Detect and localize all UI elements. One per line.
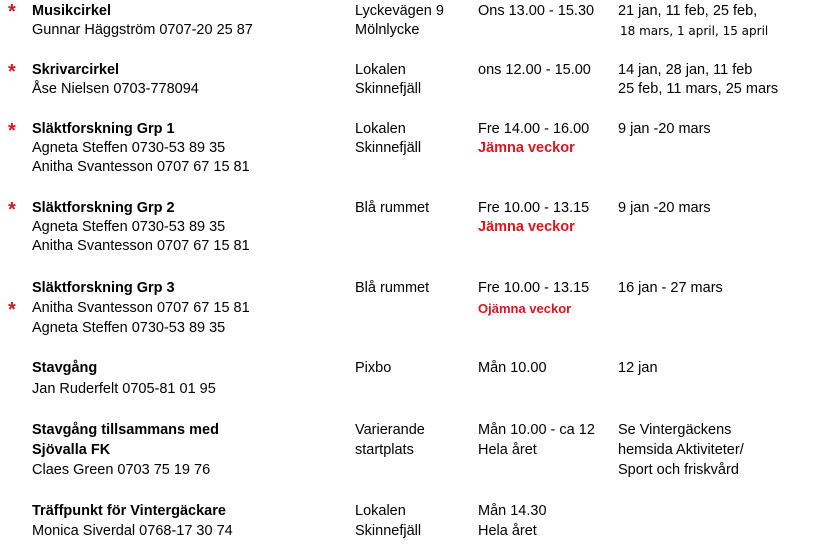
contact-line: Agneta Steffen 0730-53 89 35 — [32, 140, 226, 156]
dates-line: 9 jan -20 mars — [618, 121, 711, 137]
marker-asterisk: * — [8, 199, 16, 221]
dates-line: 18 mars, 1 april, 15 april — [620, 24, 769, 38]
contact-line: Agneta Steffen 0730-53 89 35 — [32, 219, 226, 235]
activity-name: Släktforskning Grp 3 — [32, 280, 175, 296]
place-line: startplats — [355, 442, 414, 458]
time-line: Hela året — [478, 523, 537, 539]
dates-line: 25 feb, 11 mars, 25 mars — [618, 81, 779, 97]
contact-line: Jan Ruderfelt 0705-81 01 95 — [32, 381, 216, 397]
place-line: Skinnefjäll — [355, 140, 422, 156]
contact-line: Anitha Svantesson 0707 67 15 81 — [32, 159, 250, 175]
time-line: Mån 10.00 - ca 12 — [478, 422, 595, 438]
dates-line: 16 jan - 27 mars — [618, 280, 723, 296]
contact-line: Anitha Svantesson 0707 67 15 81 — [32, 238, 250, 254]
time-line: Ons 13.00 - 15.30 — [478, 3, 595, 19]
time-line: Fre 10.00 - 13.15 — [478, 200, 590, 216]
place-line: Skinnefjäll — [355, 81, 422, 97]
marker-asterisk: * — [8, 61, 16, 83]
place-line: Pixbo — [355, 360, 392, 376]
dates-line: Se Vintergäckens — [618, 422, 732, 438]
dates-line: Sport och friskvård — [618, 462, 739, 478]
place-line: Lokalen — [355, 62, 406, 78]
activity-name: Släktforskning Grp 1 — [32, 121, 175, 137]
place-line: Varierande — [355, 422, 425, 438]
marker-asterisk: * — [8, 1, 16, 23]
contact-line: Monica Siverdal 0768-17 30 74 — [32, 523, 233, 539]
week-note: Jämna veckor — [478, 219, 575, 235]
contact-line: Claes Green 0703 75 19 76 — [32, 462, 211, 478]
time-line: Fre 10.00 - 13.15 — [478, 280, 590, 296]
activity-name-continued: Sjövalla FK — [32, 442, 111, 458]
contact-line: Gunnar Häggström 0707-20 25 87 — [32, 22, 253, 38]
activity-name: Stavgång tillsammans med — [32, 422, 219, 438]
contact-line: Agneta Steffen 0730-53 89 35 — [32, 320, 226, 336]
marker-asterisk: * — [8, 120, 16, 142]
activity-name: Stavgång — [32, 360, 98, 376]
place-line: Lyckevägen 9 — [355, 3, 444, 19]
place-line: Mölnlycke — [355, 22, 420, 38]
dates-line: 14 jan, 28 jan, 11 feb — [618, 62, 753, 78]
activity-name: Träffpunkt för Vintergäckare — [32, 503, 226, 519]
time-line: ons 12.00 - 15.00 — [478, 62, 591, 78]
marker-asterisk: * — [8, 299, 16, 321]
place-line: Skinnefjäll — [355, 523, 422, 539]
time-line: Mån 14.30 — [478, 503, 547, 519]
contact-line: Anitha Svantesson 0707 67 15 81 — [32, 300, 250, 316]
time-line: Fre 14.00 - 16.00 — [478, 121, 590, 137]
dates-line: hemsida Aktiviteter/ — [618, 442, 744, 458]
activity-name: Skrivarcirkel — [32, 62, 120, 78]
week-note: Ojämna veckor — [478, 301, 572, 316]
dates-line: 12 jan — [618, 360, 658, 376]
week-note: Jämna veckor — [478, 140, 575, 156]
activity-name: Musikcirkel — [32, 3, 111, 19]
activity-name: Släktforskning Grp 2 — [32, 200, 175, 216]
contact-line: Åse Nielsen 0703-778094 — [32, 81, 199, 97]
place-line: Lokalen — [355, 121, 406, 137]
place-line: Lokalen — [355, 503, 406, 519]
dates-line: 21 jan, 11 feb, 25 feb, — [618, 3, 758, 19]
dates-line: 9 jan -20 mars — [618, 200, 711, 216]
place-line: Blå rummet — [355, 200, 430, 216]
time-line: Mån 10.00 — [478, 360, 547, 376]
time-line: Hela året — [478, 442, 537, 458]
place-line: Blå rummet — [355, 280, 430, 296]
